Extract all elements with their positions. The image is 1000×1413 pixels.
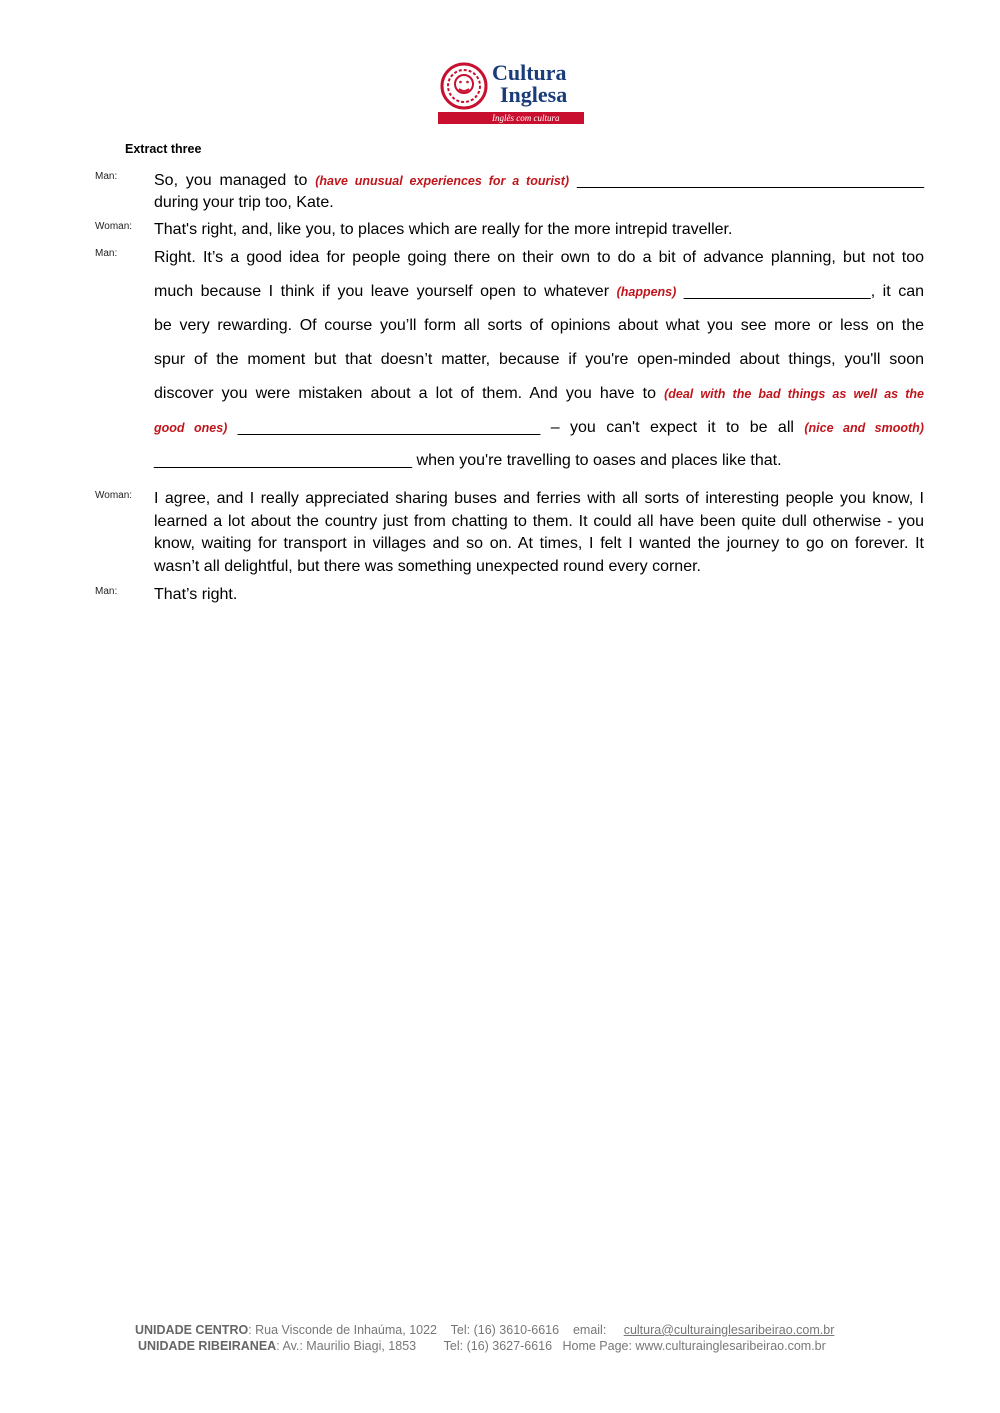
speaker-label-woman: Woman: [95,221,133,232]
footer-centro-address: : Rua Visconde de Inhaúma, 1022 Tel: (16) 3610-6616 email: [248,1323,607,1337]
turn3-line4: spur of the moment but that doesn’t matter, because if you're open-minded about things, you'll soon [154,351,924,368]
footer-centro [0,1323,1000,1337]
turn1-line1 [154,170,924,192]
turn3-line7 [154,450,924,472]
turn3-l6-hint2: (nice and smooth) [804,421,924,435]
turn5-text: That’s right. [154,586,238,603]
turn3-l2-blank[interactable]: _____________________, it can [683,283,924,300]
turn1-text: So, you managed to [154,172,308,189]
logo-word-cultura: Cultura [492,60,567,85]
footer-ribeiranea [0,1339,1000,1353]
lion-emblem-icon [440,62,488,110]
speaker-label-man: Man: [95,171,118,182]
turn3-l6-blank[interactable]: __________________________________ [237,419,541,436]
turn2-text: That's right, and, like you, to places which are really for the more intrepid traveller. [154,221,733,238]
speaker-label-man: Man: [95,248,118,259]
footer-centro-label: UNIDADE CENTRO [135,1323,249,1337]
turn3-line6 [154,417,924,439]
turn3-line1: Right. It’s a good idea for people going there on their own to do a bit of advance planning, but not too [154,249,924,266]
turn3-line5 [154,383,924,405]
logo-word-inglesa: Inglesa [500,82,568,107]
footer-rib-address: : Av.: Maurilio Biagi, 1853 Tel: (16) 3627-6616 Home Page: www.culturainglesaribeirao.com.br [276,1339,826,1353]
turn3-l7-text: when you're travelling to oases and places like that. [416,452,782,469]
turn1-hint: (have unusual experiences for a tourist) [315,174,570,188]
logo-tagline: Inglês com cultura [492,113,560,123]
turn3-l5-hint: (deal with the bad things as well as the [664,387,924,401]
turn3-l2-text: much because I think if you leave yourself open to whatever [154,283,610,300]
speaker-label-man: Man: [95,586,118,597]
turn4-text: I agree, and I really appreciated sharing buses and ferries with all sorts of interesting people you know, I learned a lot about the country just from chatting to them. It could all have been quite dull otherwise - you know, waiting for transport in villages and so on. At times, I felt I wanted the journey to go on forever. It wasn’t all delightful, but there was something unexpected round every corner. [154,490,924,575]
turn3-l6-text: – you can't expect it to be all [550,419,794,436]
cultura-inglesa-logo [438,60,588,128]
footer-email-link[interactable]: cultura@culturainglesaribeirao.com.br [623,1323,835,1337]
turn1-line2: during your trip too, Kate. [154,194,334,211]
turn3-line3: be very rewarding. Of course you’ll form all sorts of opinions about what you see more or less on the [154,317,924,334]
turn3-l6-hint: good ones) [154,421,228,435]
speaker-label-woman: Woman: [95,490,133,501]
turn1-blank[interactable]: _______________________________________ [576,172,924,189]
turn3-l7-blank[interactable]: _____________________________ [154,452,413,469]
turn3-l2-hint: (happens) [616,285,677,299]
turn3-l5-text: discover you were mistaken about a lot of them. And you have to [154,385,656,402]
turn3-line2 [154,281,924,303]
footer-rib-label: UNIDADE RIBEIRANEA [138,1339,277,1353]
extract-heading: Extract three [125,142,202,156]
